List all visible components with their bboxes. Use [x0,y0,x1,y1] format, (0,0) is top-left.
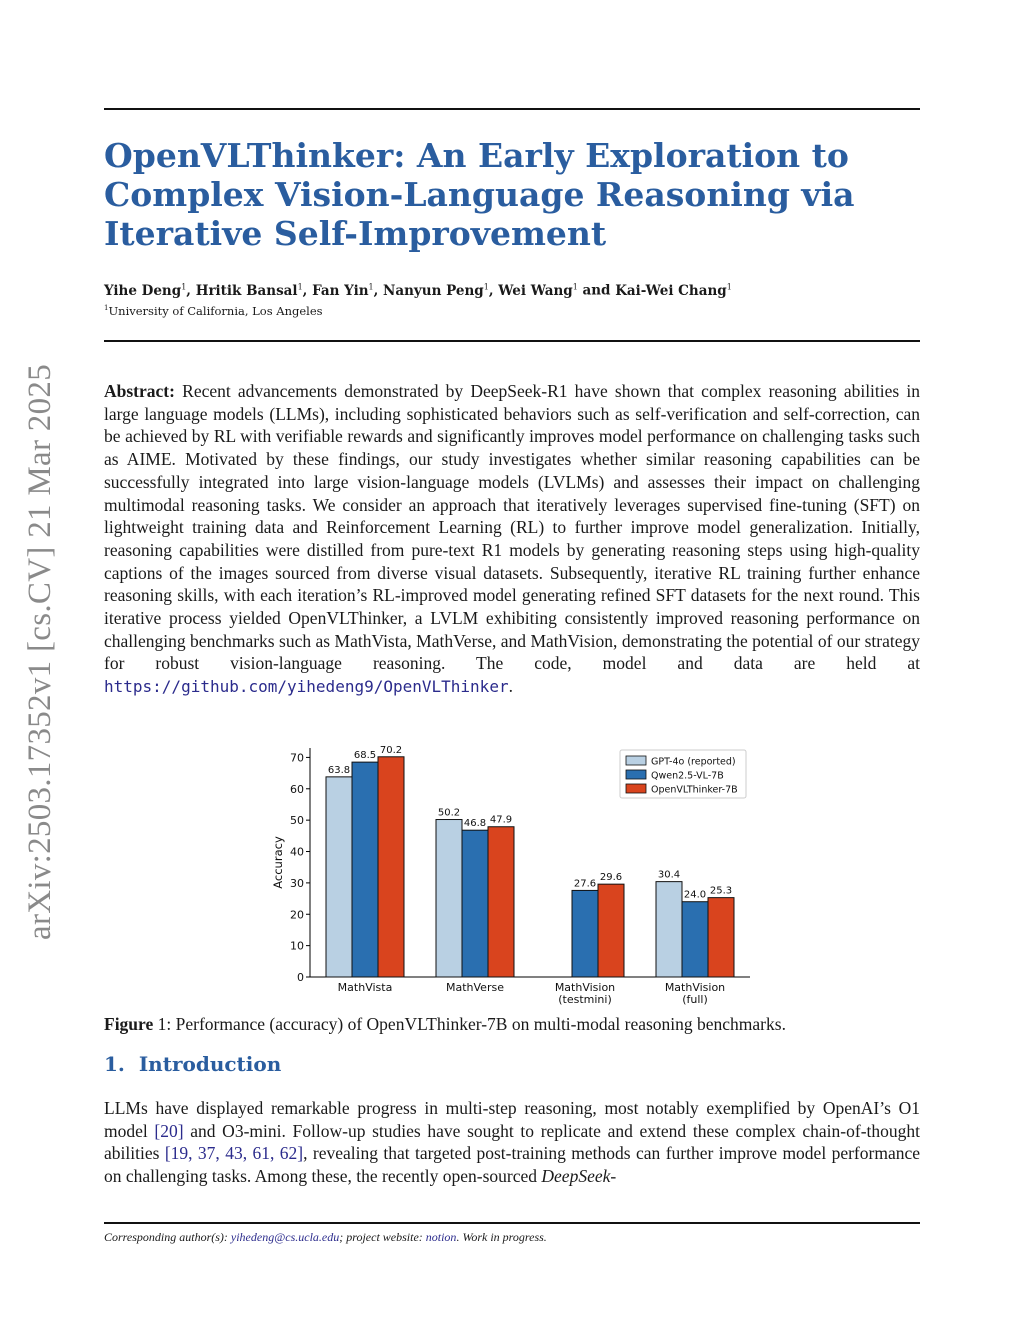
y-tick-label: 70 [290,751,304,765]
citation-link[interactable]: 61 [252,1143,270,1164]
citation-link[interactable]: [20] [154,1120,184,1141]
bar-value-label: 25.3 [709,885,733,897]
y-tick-label: 40 [290,845,304,859]
bar-value-label: 70.2 [379,744,403,756]
x-tick-label: MathVista [337,981,393,994]
bar-value-label: 46.8 [463,818,487,830]
footer-rule [104,1222,920,1224]
bar-value-label: 27.6 [573,878,597,890]
y-tick-label: 60 [290,782,304,796]
bar [378,757,404,977]
citation-link[interactable]: 19 [170,1143,189,1164]
y-axis-label: Accuracy [271,836,285,889]
citation-link[interactable]: 62 [279,1143,298,1164]
author: Hritik Bansal$^1$ [195,282,303,299]
bar-value-label: 50.2 [437,807,461,819]
citation-link[interactable]: 43 [225,1143,243,1164]
bar [598,884,624,977]
bar-value-label: 68.5 [353,750,377,762]
affiliation: $^1$University of California, Los Angeles [104,304,323,318]
code-link[interactable]: https://github.com/yihedeng9/OpenVLThinker [104,677,509,697]
bar [656,882,682,977]
author: Kai-Wei Chang$^1$ [615,282,732,299]
email-link[interactable]: yihedeng@cs.ucla.edu [230,1230,340,1244]
bar [682,902,708,977]
y-tick-label: 30 [290,876,304,890]
bar [708,898,734,977]
legend-label: GPT-4o (reported) [651,756,736,768]
bar [462,830,488,977]
bar-value-label: 47.9 [489,814,513,826]
y-tick-label: 50 [290,814,304,828]
legend-label: Qwen2.5-VL-7B [651,770,724,782]
bar-value-label: 63.8 [327,764,351,776]
legend-label: OpenVLThinker-7B [651,784,738,796]
bar [352,762,378,977]
abstract: Abstract: Recent advancements demonstrated by DeepSeek-R1 have shown that complex reasoning abilities in large language models (LLMs), including sophisticated behaviors such as self-verification and self-correction, can be achieved by RL with verifiable rewards and significantly improves model performance on challenging tasks such as AIME. Motivated by these findings, our study investigates whether similar reasoning capabilities can be successfully integrated into large vision-language models (LVLMs) and assesses their impact on challenging multimodal reasoning tasks. We consider an approach that iteratively leverages supervised fine-tuning (SFT) on lightweight training data and Reinforcement Learning (RL) to further improve model generalization. Initially, reasoning capabilities were distilled from pure-text R1 models by generating reasoning steps using high-quality captions of the images sourced from diverse visual datasets. Subsequently, iterative RL training further enhance reasoning skills, with each iteration’s RL-improved model generating refined SFT datasets for the next round. This iterative process yielded OpenVLThinker, a LVLM exhibiting consistently improved reasoning performance on challenging benchmarks such as MathVista, MathVerse, and MathVision, demonstrating the potential of our strategy for robust vision-language reasoning. The code, model and data are held at https://github.com/yihedeng9/OpenVLThinker. [104,381,921,697]
legend-swatch [626,756,646,765]
header-rule [104,340,920,342]
bar [436,820,462,977]
author: Yihe Deng$^1$ [104,282,187,299]
legend-swatch [626,784,646,793]
x-tick-label: MathVision (full) [664,981,726,1006]
paper-title: OpenVLThinker: An Early Exploration to Complex Vision-Language Reasoning via Iterative Self-Improvement [104,136,855,253]
top-rule [104,108,920,110]
citation-link[interactable]: 37 [197,1143,216,1164]
bar [326,777,352,977]
bar [488,827,514,977]
legend-swatch [626,770,646,779]
bar-value-label: 24.0 [683,889,707,901]
bar-value-label: 29.6 [599,872,623,884]
x-tick-label: MathVerse [446,981,504,994]
footnote: Corresponding author(s): yihedeng@cs.ucla.edu; project website: notion. Work in progress. [104,1230,547,1244]
author: Wei Wang$^1$ [498,282,578,299]
section-heading: 1. Introduction [104,1052,282,1076]
arxiv-identifier: arXiv:2503.17352v1 [cs.CV] 21 Mar 2025 [22,364,58,940]
accuracy-bar-chart [262,740,762,1012]
y-tick-label: 20 [290,908,304,922]
abstract-label: Abstract: [104,381,175,401]
author: Nanyun Peng$^1$ [383,282,489,299]
bar [572,890,598,977]
y-tick-label: 0 [297,971,304,984]
x-tick-label: MathVision (testmini) [554,981,616,1006]
y-tick-label: 10 [290,939,304,953]
author-list: Yihe Deng$^1$, Hritik Bansal$^1$, Fan Yin$^1$, Nanyun Peng$^1$, Wei Wang$^1$ and Kai-Wei Chang$^1$ [104,282,732,299]
intro-paragraph: LLMs have displayed remarkable progress in multi-step reasoning, most notably exemplified by OpenAI’s O1 model [20] and O3-mini. Follow-up studies have sought to replicate and extend these complex chain-of-thought abilities [19, 37, 43, 61, 62], revealing that targeted post-training methods can further improve model performance on challenging tasks. Among these, the recently open-sourced DeepSeek- [104,1098,921,1187]
author: Fan Yin$^1$ [312,282,374,299]
project-website-link[interactable]: notion [425,1230,457,1244]
figure-caption: Figure 1: Performance (accuracy) of OpenVLThinker-7B on multi-modal reasoning benchmarks. [104,1014,786,1034]
bar-value-label: 30.4 [657,869,681,881]
